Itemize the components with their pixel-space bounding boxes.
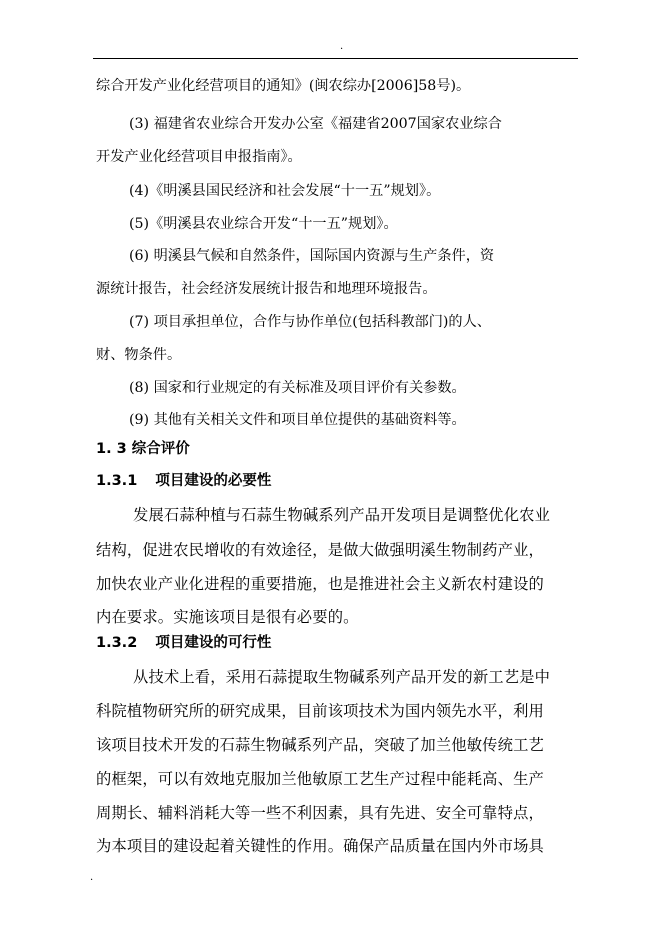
reference-line-7: 源统计报告，社会经济发展统计报告和地理环境报告。 [96,281,437,297]
header-rule [93,58,578,59]
section-heading: 1. 3 综合评价 [96,441,190,457]
paragraph-2-line-5: 周期长、辅料消耗大等一些不利因素，具有先进、安全可靠特点， [96,804,544,822]
paragraph-2-line-4: 的框架，可以有效地克服加兰他敏原工艺生产过程中能耗高、生产 [96,770,544,788]
subsection-heading-1 [96,471,271,491]
reference-line-10: (8) 国家和行业规定的有关标准及项目评价有关参数。 [129,380,466,396]
paragraph-2-line-2: 科院植物研究所的研究成果，目前该项技术为国内领先水平，利用 [96,702,544,720]
reference-line-2: (3) 福建省农业综合开发办公室《福建省2007国家农业综合 [129,116,502,132]
header-mark: . [340,41,344,52]
subsection-number-2: 1.3.2 [96,635,138,651]
reference-line-4: (4)《明溪县国民经济和社会发展“十一五”规划》。 [129,183,441,199]
subsection-title-1: 项目建设的必要性 [155,473,272,489]
footer-mark: . [90,872,94,883]
reference-line-8: (7) 项目承担单位，合作与协作单位(包括科教部门)的人、 [129,314,491,330]
reference-line-5: (5)《明溪县农业综合开发“十一五”规划》。 [129,216,398,232]
paragraph-1-line-4: 内在要求。实施该项目是很有必要的。 [96,608,359,626]
paragraph-1-line-2: 结构，促进农民增收的有效途径，是做大做强明溪生物制药产业， [96,541,544,559]
reference-line-9: 财、物条件。 [96,347,182,363]
paragraph-2-line-3: 该项目技术开发的石蒜生物碱系列产品，突破了加兰他敏传统工艺 [96,736,544,754]
reference-line-3: 开发产业化经营项目申报指南》。 [96,149,302,165]
reference-line-6: (6) 明溪县气候和自然条件，国际国内资源与生产条件，资 [129,248,495,264]
reference-line-11: (9) 其他有关相关文件和项目单位提供的基础资料等。 [129,412,466,428]
subsection-title-2: 项目建设的可行性 [155,635,272,651]
paragraph-2-line-6: 为本项目的建设起着关键性的作用。确保产品质量在国内外市场具 [96,837,544,855]
paragraph-1-line-1: 发展石蒜种植与石蒜生物碱系列产品开发项目是调整优化农业 [133,506,551,524]
reference-line-1: 综合开发产业化经营项目的通知》(闽农综办[2006]58号)。 [96,78,471,94]
subsection-number-1: 1.3.1 [96,473,138,489]
paragraph-1-line-3: 加快农业产业化进程的重要措施，也是推进社会主义新农村建设的 [96,575,544,593]
paragraph-2-line-1: 从技术上看，采用石蒜提取生物碱系列产品开发的新工艺是中 [133,668,551,686]
subsection-heading-2 [96,633,271,653]
